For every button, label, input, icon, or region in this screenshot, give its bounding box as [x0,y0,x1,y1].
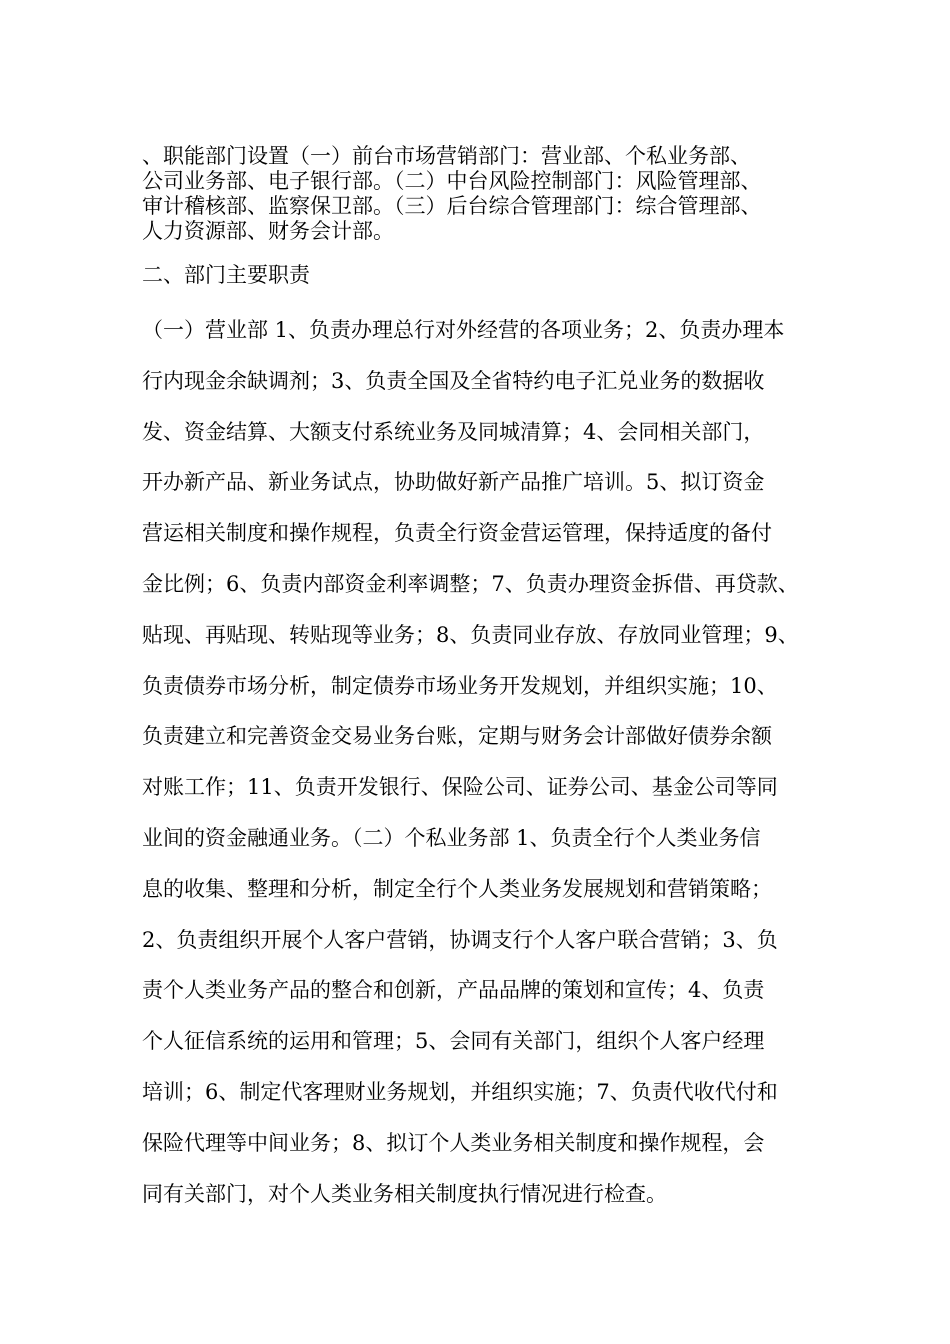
body-line-14: 责个人类业务产品的整合和创新，产品品牌的策划和宣传；4、负责 [142,978,765,1003]
body-line-6: 金比例；6、负责内部资金利率调整；7、负责办理资金拆借、再贷款、 [142,571,799,596]
body-line-12: 息的收集、整理和分析，制定全行个人类业务发展规划和营销策略； [142,876,772,901]
intro-line-1: 、职能部门设置（一）前台市场营销部门：营业部、个私业务部、 [142,144,751,168]
body-line-13: 2、负责组织开展个人客户营销，协调支行个人客户联合营销；3、负 [142,927,778,952]
body-line-2: 行内现金余缺调剂；3、负责全国及全省特约电子汇兑业务的数据收 [142,368,765,393]
body-line-11: 业间的资金融通业务。（二）个私业务部 1、负责全行个人类业务信 [142,825,761,850]
body-line-10: 对账工作；11、负责开发银行、保险公司、证券公司、基金公司等同 [142,775,778,800]
body-line-16: 培训；6、制定代客理财业务规划，并组织实施；7、负责代收代付和 [142,1079,778,1104]
body-line-9: 负责建立和完善资金交易业务台账，定期与财务会计部做好债券余额 [142,724,772,749]
body-line-7: 贴现、再贴现、转贴现等业务；8、负责同业存放、存放同业管理；9、 [142,622,799,647]
body-line-18: 同有关部门，对个人类业务相关制度执行情况进行检查。 [142,1181,667,1206]
body-line-4: 开办新产品、新业务试点，协助做好新产品推广培训。5、拟订资金 [142,470,765,495]
intro-line-3: 审计稽核部、监察保卫部。（三）后台综合管理部门：综合管理部、 [142,194,762,218]
body-line-3: 发、资金结算、大额支付系统业务及同城清算；4、会同相关部门， [142,419,765,444]
body-line-5: 营运相关制度和操作规程，负责全行资金营运管理，保持适度的备付 [142,521,772,546]
intro-paragraph [142,144,822,244]
body-line-15: 个人征信系统的运用和管理；5、会同有关部门，组织个人客户经理 [142,1029,765,1054]
intro-line-2: 公司业务部、电子银行部。（二）中台风险控制部门：风险管理部、 [142,169,762,193]
section-heading: 二、部门主要职责 [142,263,310,287]
body-paragraph [142,313,822,1227]
body-line-17: 保险代理等中间业务；8、拟订个人类业务相关制度和操作规程，会 [142,1130,765,1155]
section-heading-block [142,260,822,290]
body-line-8: 负责债券市场分析，制定债券市场业务开发规划，并组织实施；10、 [142,673,778,698]
intro-line-4: 人力资源部、财务会计部。 [142,219,394,243]
body-line-1: （一）营业部 1、负责办理总行对外经营的各项业务；2、负责办理本 [142,318,785,342]
